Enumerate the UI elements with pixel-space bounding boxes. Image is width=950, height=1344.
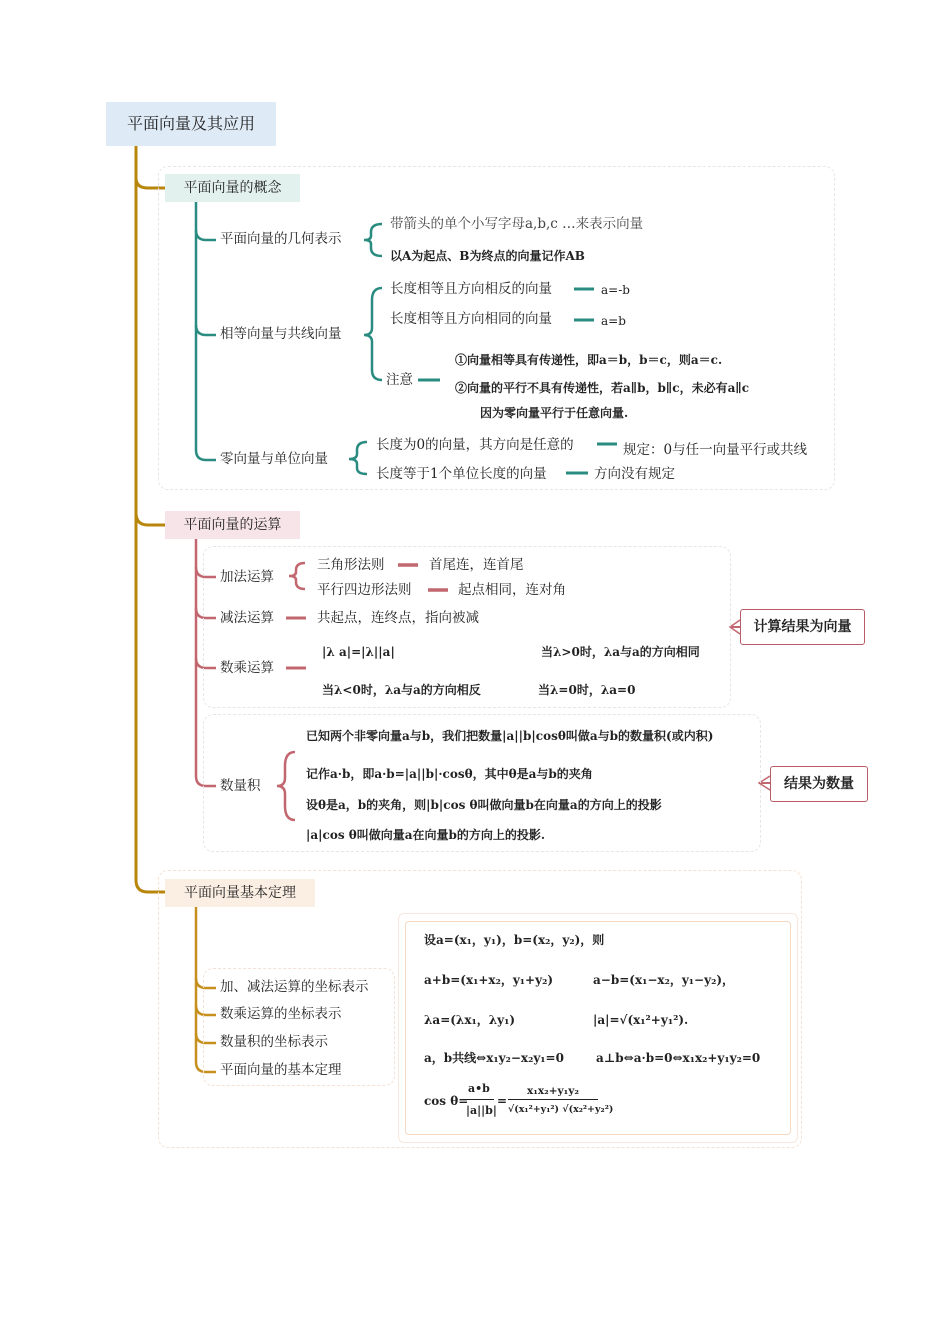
formula-setup: 设a=(x₁，y₁)，b=(x₂，y₂)，则 [424, 933, 605, 947]
opposite-def: 长度相等且方向相反的向量 [390, 281, 552, 297]
formula-sum: a+b=(x₁+x₂，y₁+y₂) [424, 973, 554, 987]
note-label[interactable]: 注意 [386, 372, 413, 388]
formula-cos-num2: x₁x₂+y₁y₂ [527, 1085, 579, 1097]
formula-cos-den: |a||b| [466, 1104, 497, 1117]
dot-label[interactable]: 数量积 [220, 778, 261, 794]
trunk-branch-2 [136, 513, 165, 525]
coord-item-theorem[interactable]: 平面向量的基本定理 [220, 1062, 342, 1078]
note-2: ②向量的平行不具有传递性，若a∥b，b∥c，未必有a∥c [455, 381, 750, 395]
scalar-f2: 当λ>0时，λa与a的方向相同 [541, 645, 700, 659]
opposite-result: a=-b [601, 283, 630, 297]
formula-equals: = [497, 1094, 508, 1108]
section-concept[interactable]: 平面向量的概念 [165, 174, 300, 202]
section-basic-theorem[interactable]: 平面向量基本定理 [165, 879, 315, 907]
formula-cos-lhs: cos θ= [424, 1094, 469, 1108]
scalar-f3: 当λ<0时，λa与a的方向相反 [322, 683, 481, 697]
add-rule-triangle: 三角形法则 [317, 557, 385, 573]
geometry-item-2: 以A为起点、B为终点的向量记作AB [390, 249, 585, 263]
zero-rule: 规定：0与任一向量平行或共线 [623, 442, 808, 458]
dot-l3: 设θ是a，b的夹角，则|b|cos θ叫做向量b在向量a的方向上的投影 [306, 798, 662, 812]
add-label[interactable]: 加法运算 [220, 569, 274, 585]
sub-desc: 共起点，连终点，指向被减 [317, 610, 479, 626]
zero-def: 长度为0的向量，其方向是任意的 [376, 437, 574, 453]
note-1: ①向量相等具有传递性，即a＝b，b＝c，则a＝c. [455, 353, 723, 367]
dot-l4: |a|cos θ叫做向量a在向量b的方向上的投影. [306, 828, 546, 842]
scalar-label[interactable]: 数乘运算 [220, 660, 274, 676]
coord-item-dot[interactable]: 数量积的坐标表示 [220, 1034, 328, 1050]
callout-scalar-result[interactable]: 结果为数量 [770, 766, 868, 802]
add-rule-triangle-desc: 首尾连，连首尾 [429, 557, 524, 573]
formula-cos-den2: √(x₁²+y₁²) √(x₂²+y₂²) [508, 1104, 614, 1115]
dot-l1: 已知两个非零向量a与b，我们把数量|a||b|cosθ叫做a与b的数量积(或内积) [306, 729, 714, 743]
formula-cos-num: a•b [468, 1082, 490, 1095]
scalar-f1: |λ a|=|λ||a| [322, 645, 395, 659]
geometry-label[interactable]: 平面向量的几何表示 [220, 231, 342, 247]
zero-label[interactable]: 零向量与单位向量 [220, 451, 328, 467]
coord-item-add-sub[interactable]: 加、减法运算的坐标表示 [220, 979, 369, 995]
dot-l2: 记作a·b，即a·b=|a||b|·cosθ，其中θ是a与b的夹角 [306, 767, 593, 781]
callout-vector-result[interactable]: 计算结果为向量 [740, 609, 865, 645]
same-result: a=b [601, 314, 626, 328]
formula-scalar: λa=(λx₁，λy₁) [424, 1013, 516, 1027]
root-topic[interactable]: 平面向量及其应用 [106, 102, 276, 146]
same-def: 长度相等且方向相同的向量 [390, 311, 552, 327]
add-rule-parallelogram-desc: 起点相同，连对角 [458, 582, 566, 598]
formula-collinear: a，b共线⇔x₁y₂−x₂y₁=0 [424, 1051, 564, 1065]
coord-item-scalar[interactable]: 数乘运算的坐标表示 [220, 1006, 342, 1022]
geometry-item-1: 带箭头的单个小写字母a,b,c …来表示向量 [390, 216, 644, 232]
note-3: 因为零向量平行于任意向量. [480, 406, 629, 420]
section-operations[interactable]: 平面向量的运算 [165, 511, 300, 539]
formula-perpendicular: a⊥b⇔a·b=0⇔x₁x₂+y₁y₂=0 [596, 1051, 761, 1065]
fraction-bar-1 [466, 1099, 494, 1100]
unit-def: 长度等于1个单位长度的向量 [376, 466, 547, 482]
add-rule-parallelogram: 平行四边形法则 [317, 582, 412, 598]
formula-diff: a−b=(x₁−x₂，y₁−y₂)， [593, 973, 735, 987]
unit-rule: 方向没有规定 [594, 466, 675, 482]
sub-label[interactable]: 减法运算 [220, 610, 274, 626]
fraction-bar-2 [508, 1099, 598, 1100]
equal-label[interactable]: 相等向量与共线向量 [220, 326, 342, 342]
scalar-f4: 当λ=0时，λa=0 [538, 683, 636, 697]
formula-magnitude: |a|=√(x₁²+y₁²). [593, 1013, 689, 1027]
